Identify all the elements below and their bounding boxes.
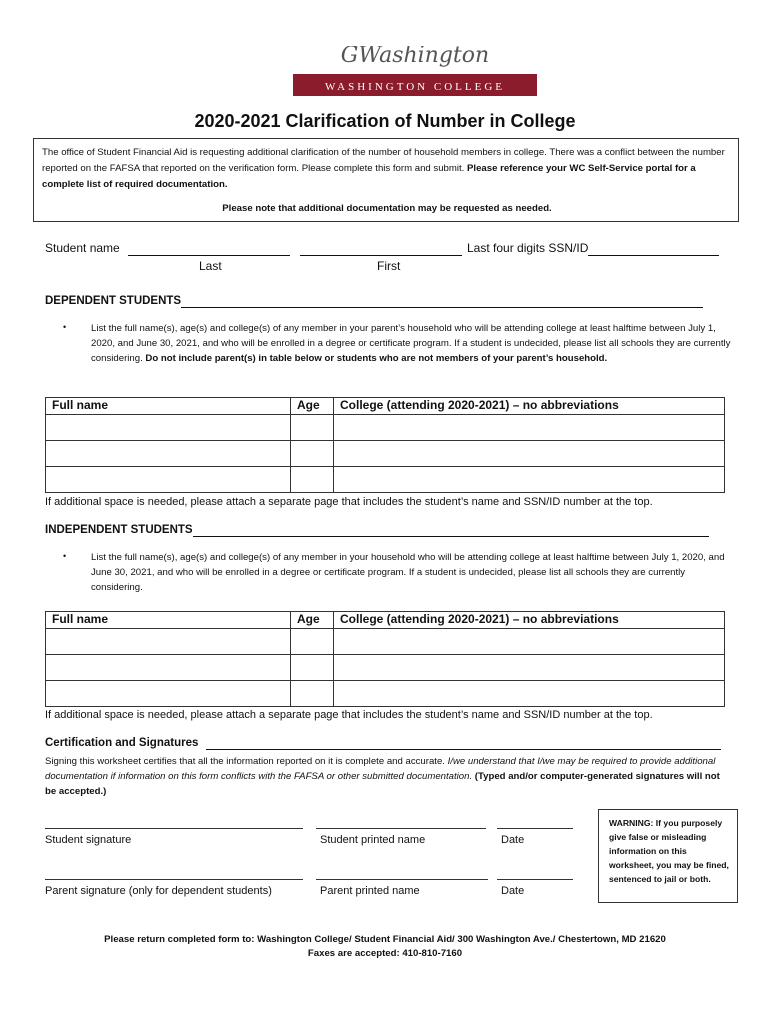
full-name-cell[interactable] [46, 467, 291, 493]
college-cell[interactable] [334, 629, 725, 655]
age-cell[interactable] [291, 681, 334, 707]
student-printed-name-line[interactable] [316, 828, 486, 829]
ssn-label: Last four digits SSN/ID [467, 241, 589, 255]
certification-heading: Certification and Signatures [45, 737, 199, 749]
independent-note: If additional space is needed, please attach a separate page that includes the student’s name and SSN/ID number at the top. [45, 709, 653, 721]
certification-heading-rule [206, 749, 721, 750]
student-signature-label: Student signature [45, 834, 132, 846]
dependent-heading: DEPENDENT STUDENTS [45, 295, 182, 307]
independent-bullet: List the full name(s), age(s) and college(s) of any member in your household who will be attending college at least halftime between July 1, 2020, and June 30, 2021, and who will be enrolled in a degree or certificate program. If a student is undecided, please list all schools they are currently considering. [91, 552, 725, 593]
student-printed-name-label: Student printed name [320, 834, 426, 846]
dependent-table [45, 397, 725, 493]
certification-text [45, 754, 725, 799]
page-title: 2020-2021 Clarification of Number in College [194, 111, 576, 131]
age-cell[interactable] [291, 467, 334, 493]
intro-bold: Please reference your WC Self-Service portal for a complete list of required documentation. [42, 163, 696, 190]
header-full-name: Full name [46, 612, 291, 629]
intro-paragraph: The office of Student Financial Aid is requesting additional clarification of the number of household members in college. There was a conflict between the number reported on the FAFSA that reported on the verification form. Please complete this form and submit. [42, 147, 725, 174]
last-caption: Last [199, 259, 222, 273]
first-caption: First [377, 259, 401, 273]
full-name-cell[interactable] [46, 681, 291, 707]
header-age: Age [291, 398, 334, 415]
age-cell[interactable] [291, 629, 334, 655]
parent-signature-label: Parent signature (only for dependent students) [45, 885, 272, 897]
independent-table [45, 611, 725, 707]
table-row [46, 441, 725, 467]
dependent-bullet [91, 321, 731, 366]
dependent-note: If additional space is needed, please attach a separate page that includes the student’s name and SSN/ID number at the top. [45, 496, 653, 508]
dependent-bullet-text: List the full name(s), age(s) and college(s) of any member in your parent’s household who will be attending college at least halftime between July 1, 2020, and June 30, 2021, and who will be enrolled in a degree or certificate program. If a student is undecided, please list all schools they are currently considering. [91, 323, 731, 364]
warning-text: WARNING: If you purposely give false or misleading information on this worksheet, you may be fined, sentenced to jail or both. [609, 818, 729, 884]
bullet-icon: • [63, 551, 67, 561]
full-name-cell[interactable] [46, 655, 291, 681]
age-cell[interactable] [291, 655, 334, 681]
table-row [46, 415, 725, 441]
college-cell[interactable] [334, 415, 725, 441]
age-cell[interactable] [291, 415, 334, 441]
independent-heading-rule [193, 536, 709, 537]
college-cell[interactable] [334, 655, 725, 681]
certification-italic: I/we understand that I/we may be required to provide additional documentation if information on this form conflicts with the FAFSA or other submitted documentation. [45, 756, 716, 782]
ssn-field[interactable] [588, 255, 719, 256]
age-cell[interactable] [291, 441, 334, 467]
fax-number: Faxes are accepted: 410-810-7160 [307, 948, 463, 959]
independent-heading: INDEPENDENT STUDENTS [45, 524, 193, 536]
college-cell[interactable] [334, 681, 725, 707]
intro-box [33, 138, 739, 222]
header-college: College (attending 2020-2021) – no abbreviations [334, 612, 725, 629]
first-name-field[interactable] [300, 255, 462, 256]
bullet-icon: • [63, 322, 67, 332]
parent-printed-name-line[interactable] [316, 879, 488, 880]
header-college: College (attending 2020-2021) – no abbreviations [334, 398, 725, 415]
full-name-cell[interactable] [46, 441, 291, 467]
table-row [46, 655, 725, 681]
certification-bold: (Typed and/or computer-generated signatures will not be accepted.) [45, 771, 720, 797]
date-line-2[interactable] [497, 879, 573, 880]
certification-plain: Signing this worksheet certifies that all the information reported on it is complete and accurate. [45, 756, 445, 767]
table-header-row [46, 398, 725, 415]
date-label-2: Date [501, 885, 525, 897]
intro-note: Please note that additional documentation may be requested as needed. [222, 203, 552, 214]
logo-script: GWashington [340, 46, 490, 68]
student-name-label: Student name [45, 241, 120, 255]
intro-text [42, 145, 732, 193]
parent-signature-line[interactable] [45, 879, 303, 880]
full-name-cell[interactable] [46, 629, 291, 655]
return-address: Please return completed form to: Washington College/ Student Financial Aid/ 300 Washington Ave./ Chestertown, MD 21620 [104, 934, 666, 945]
header-age: Age [291, 612, 334, 629]
full-name-cell[interactable] [46, 415, 291, 441]
college-cell[interactable] [334, 467, 725, 493]
student-signature-line[interactable] [45, 828, 303, 829]
table-header-row [46, 612, 725, 629]
dependent-bullet-bold: Do not include parent(s) in table below or students who are not members of your parent’s household. [145, 353, 608, 364]
dependent-heading-rule [181, 307, 703, 308]
parent-printed-name-label: Parent printed name [320, 885, 420, 897]
table-row [46, 629, 725, 655]
date-label-1: Date [501, 834, 525, 846]
washington-college-logo [291, 46, 539, 98]
date-line-1[interactable] [497, 828, 573, 829]
warning-box [598, 809, 738, 903]
table-row [46, 681, 725, 707]
header-full-name: Full name [46, 398, 291, 415]
last-name-field[interactable] [128, 255, 290, 256]
college-cell[interactable] [334, 441, 725, 467]
table-row [46, 467, 725, 493]
logo-banner-text: WASHINGTON COLLEGE [325, 81, 505, 93]
